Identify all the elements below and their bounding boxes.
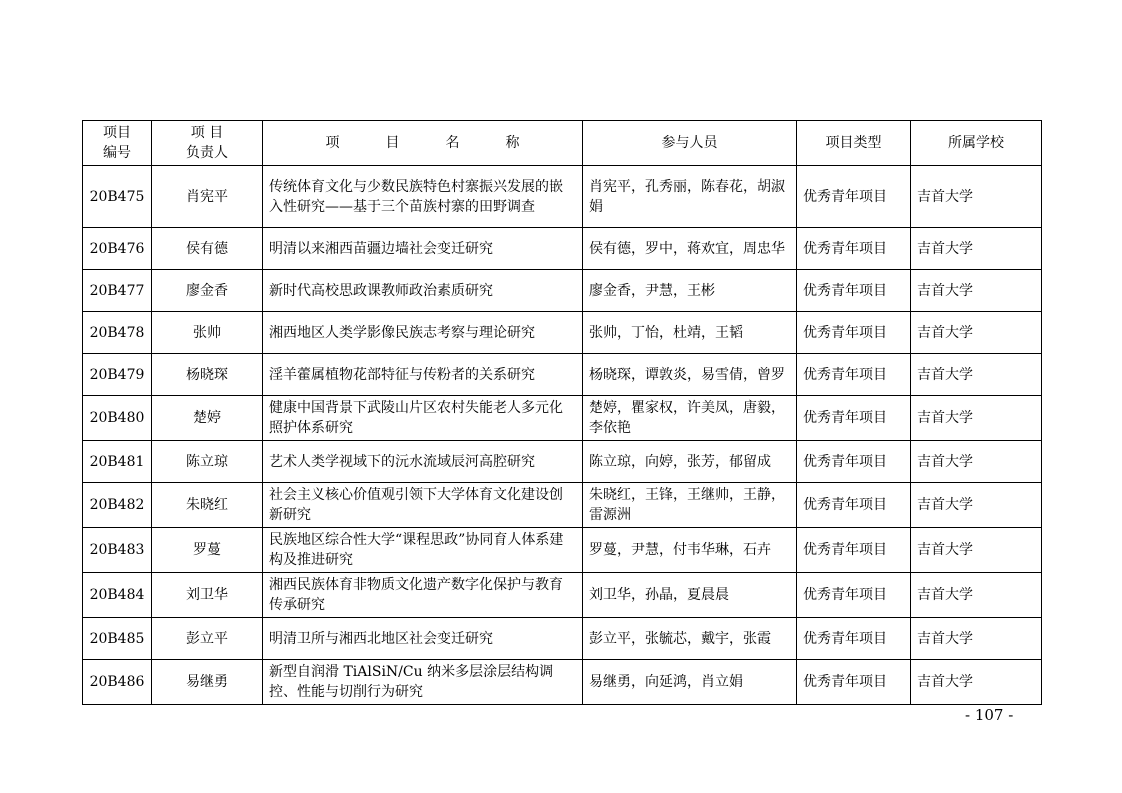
cell-school: 吉首大学 bbox=[911, 441, 1042, 483]
table-header-row bbox=[83, 121, 1042, 166]
table-row bbox=[83, 441, 1042, 483]
cell-members: 彭立平，张毓芯，戴宇，张霞 bbox=[583, 618, 797, 660]
cell-project-number: 20B479 bbox=[83, 354, 152, 396]
cell-project-lead: 陈立琼 bbox=[152, 441, 263, 483]
cell-project-name: 社会主义核心价值观引领下大学体育文化建设创新研究 bbox=[263, 483, 583, 528]
cell-project-lead: 朱晓红 bbox=[152, 483, 263, 528]
cell-project-lead: 杨晓琛 bbox=[152, 354, 263, 396]
cell-project-type: 优秀青年项目 bbox=[797, 312, 911, 354]
cell-project-number: 20B478 bbox=[83, 312, 152, 354]
cell-project-type: 优秀青年项目 bbox=[797, 618, 911, 660]
cell-project-number: 20B486 bbox=[83, 660, 152, 705]
cell-project-name: 湘西地区人类学影像民族志考察与理论研究 bbox=[263, 312, 583, 354]
header-project-lead bbox=[152, 121, 263, 166]
cell-project-lead: 易继勇 bbox=[152, 660, 263, 705]
header-project-name-char: 名 bbox=[445, 135, 460, 151]
cell-school: 吉首大学 bbox=[911, 483, 1042, 528]
table-row bbox=[83, 354, 1042, 396]
cell-project-lead: 张帅 bbox=[152, 312, 263, 354]
cell-members: 朱晓红，王锋，王继帅，王静，雷源洲 bbox=[583, 483, 797, 528]
cell-project-number: 20B475 bbox=[83, 166, 152, 228]
cell-project-type: 优秀青年项目 bbox=[797, 660, 911, 705]
cell-school: 吉首大学 bbox=[911, 270, 1042, 312]
cell-project-number: 20B476 bbox=[83, 228, 152, 270]
table-row bbox=[83, 483, 1042, 528]
cell-project-name: 新型自润滑 TiAlSiN/Cu 纳米多层涂层结构调控、性能与切削行为研究 bbox=[263, 660, 583, 705]
project-table bbox=[82, 120, 1042, 705]
header-project-number-line2: 编号 bbox=[103, 145, 131, 161]
cell-project-lead: 刘卫华 bbox=[152, 573, 263, 618]
header-project-number-line1: 项目 bbox=[103, 125, 131, 141]
cell-project-number: 20B477 bbox=[83, 270, 152, 312]
cell-project-type: 优秀青年项目 bbox=[797, 528, 911, 573]
table-row bbox=[83, 660, 1042, 705]
cell-project-type: 优秀青年项目 bbox=[797, 354, 911, 396]
cell-school: 吉首大学 bbox=[911, 396, 1042, 441]
page-number: - 107 - bbox=[965, 706, 1014, 724]
table-body bbox=[83, 166, 1042, 705]
cell-project-number: 20B480 bbox=[83, 396, 152, 441]
cell-school: 吉首大学 bbox=[911, 312, 1042, 354]
cell-project-name: 明清以来湘西苗疆边墙社会变迁研究 bbox=[263, 228, 583, 270]
cell-school: 吉首大学 bbox=[911, 228, 1042, 270]
cell-school: 吉首大学 bbox=[911, 166, 1042, 228]
header-project-name bbox=[263, 121, 583, 166]
table-row bbox=[83, 618, 1042, 660]
cell-project-name: 传统体育文化与少数民族特色村寨振兴发展的嵌入性研究——基于三个苗族村寨的田野调查 bbox=[263, 166, 583, 228]
cell-school: 吉首大学 bbox=[911, 354, 1042, 396]
table-row bbox=[83, 573, 1042, 618]
cell-project-name: 淫羊藿属植物花部特征与传粉者的关系研究 bbox=[263, 354, 583, 396]
cell-members: 陈立琼，向婷，张芳，郁留成 bbox=[583, 441, 797, 483]
cell-members: 杨晓琛，谭敦炎，易雪倩，曾罗 bbox=[583, 354, 797, 396]
cell-project-name: 艺术人类学视域下的沅水流域辰河高腔研究 bbox=[263, 441, 583, 483]
header-project-type: 项目类型 bbox=[797, 121, 911, 166]
cell-school: 吉首大学 bbox=[911, 660, 1042, 705]
cell-project-name: 民族地区综合性大学“课程思政”协同育人体系建构及推进研究 bbox=[263, 528, 583, 573]
cell-project-lead: 楚婷 bbox=[152, 396, 263, 441]
cell-project-type: 优秀青年项目 bbox=[797, 166, 911, 228]
cell-project-number: 20B481 bbox=[83, 441, 152, 483]
header-members: 参与人员 bbox=[583, 121, 797, 166]
header-project-name-char: 项 bbox=[325, 135, 340, 151]
header-project-lead-line1: 项 目 bbox=[190, 125, 224, 141]
header-project-name-char: 称 bbox=[505, 135, 520, 151]
cell-project-type: 优秀青年项目 bbox=[797, 441, 911, 483]
cell-project-name: 明清卫所与湘西北地区社会变迁研究 bbox=[263, 618, 583, 660]
cell-members: 肖宪平，孔秀丽，陈春花，胡淑娟 bbox=[583, 166, 797, 228]
cell-school: 吉首大学 bbox=[911, 528, 1042, 573]
cell-project-name: 湘西民族体育非物质文化遗产数字化保护与教育传承研究 bbox=[263, 573, 583, 618]
table-row bbox=[83, 166, 1042, 228]
cell-members: 罗蔓，尹慧，付韦华琳，石卉 bbox=[583, 528, 797, 573]
cell-project-lead: 罗蔓 bbox=[152, 528, 263, 573]
header-project-number bbox=[83, 121, 152, 166]
cell-members: 楚婷，瞿家权，许美凤，唐毅，李依艳 bbox=[583, 396, 797, 441]
header-school: 所属学校 bbox=[911, 121, 1042, 166]
cell-project-type: 优秀青年项目 bbox=[797, 396, 911, 441]
cell-project-name: 新时代高校思政课教师政治素质研究 bbox=[263, 270, 583, 312]
table-row bbox=[83, 528, 1042, 573]
cell-project-lead: 肖宪平 bbox=[152, 166, 263, 228]
table-row bbox=[83, 228, 1042, 270]
cell-project-number: 20B482 bbox=[83, 483, 152, 528]
cell-members: 易继勇，向延鸿，肖立娟 bbox=[583, 660, 797, 705]
cell-members: 侯有德，罗中，蒋欢宜，周忠华 bbox=[583, 228, 797, 270]
cell-project-number: 20B485 bbox=[83, 618, 152, 660]
cell-project-type: 优秀青年项目 bbox=[797, 573, 911, 618]
cell-members: 廖金香，尹慧，王彬 bbox=[583, 270, 797, 312]
cell-project-type: 优秀青年项目 bbox=[797, 270, 911, 312]
header-project-lead-line2: 负责人 bbox=[186, 145, 228, 161]
cell-project-number: 20B484 bbox=[83, 573, 152, 618]
cell-project-name: 健康中国背景下武陵山片区农村失能老人多元化照护体系研究 bbox=[263, 396, 583, 441]
table-row bbox=[83, 396, 1042, 441]
cell-project-lead: 侯有德 bbox=[152, 228, 263, 270]
cell-members: 刘卫华，孙晶，夏晨晨 bbox=[583, 573, 797, 618]
cell-project-type: 优秀青年项目 bbox=[797, 483, 911, 528]
header-project-name-char: 目 bbox=[385, 135, 400, 151]
cell-school: 吉首大学 bbox=[911, 573, 1042, 618]
cell-project-number: 20B483 bbox=[83, 528, 152, 573]
cell-project-lead: 廖金香 bbox=[152, 270, 263, 312]
cell-members: 张帅，丁怡，杜靖，王韬 bbox=[583, 312, 797, 354]
cell-project-type: 优秀青年项目 bbox=[797, 228, 911, 270]
table-row bbox=[83, 270, 1042, 312]
cell-project-lead: 彭立平 bbox=[152, 618, 263, 660]
cell-school: 吉首大学 bbox=[911, 618, 1042, 660]
table-row bbox=[83, 312, 1042, 354]
